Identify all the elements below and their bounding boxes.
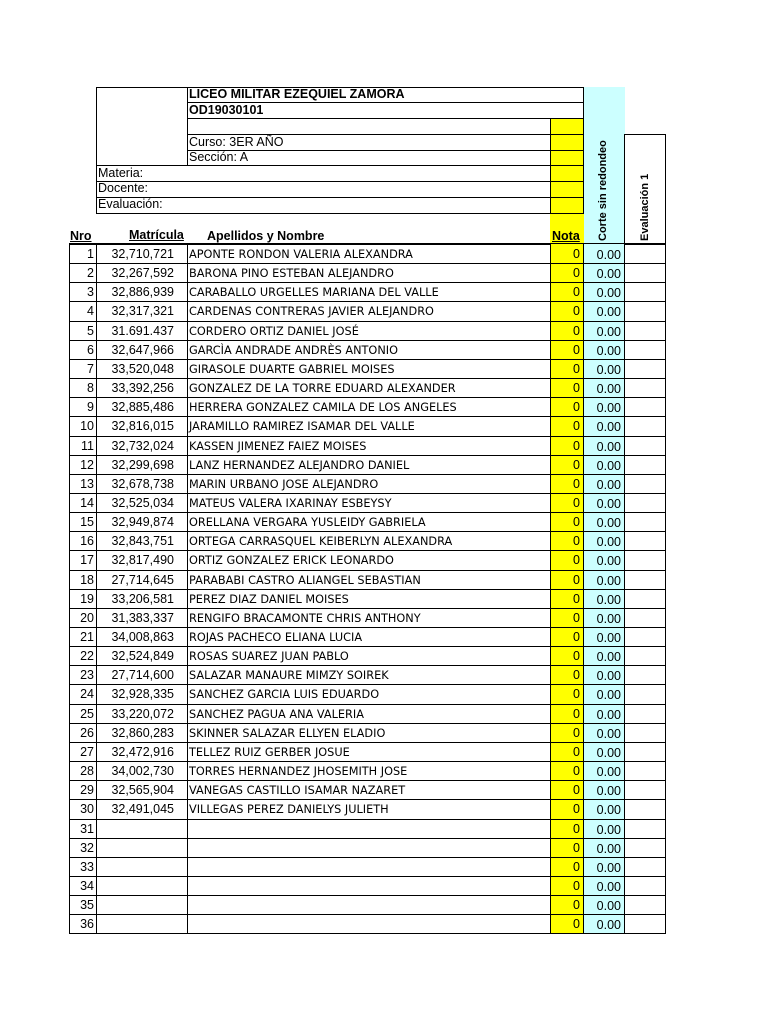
row-matricula: 32,732,024: [111, 439, 174, 453]
row-number: 30: [80, 802, 94, 816]
row-student-name: CARDENAS CONTRERAS JAVIER ALEJANDRO: [189, 305, 434, 318]
row-student-name: SALAZAR MANAURE MIMZY SOIREK: [189, 669, 389, 682]
row-student-name: APONTE RONDON VALERIA ALEXANDRA: [189, 248, 413, 261]
row-number: 21: [80, 630, 94, 644]
row-number: 31: [80, 822, 94, 836]
row-corte: 0.00: [596, 286, 621, 300]
row-student-name: SANCHEZ GARCIA LUIS EDUARDO: [189, 688, 380, 701]
row-student-name: GARCÌA ANDRADE ANDRÈS ANTONIO: [189, 344, 399, 357]
row-nota: 0: [573, 707, 580, 721]
row-student-name: PEREZ DIAZ DANIEL MOISES: [189, 593, 349, 606]
row-matricula: 32,886,939: [111, 285, 174, 299]
row-nota: 0: [573, 879, 580, 893]
row-number: 27: [80, 745, 94, 759]
row-number: 34: [80, 879, 94, 893]
row-number: 18: [80, 573, 94, 587]
row-corte: 0.00: [596, 823, 621, 837]
row-corte: 0.00: [596, 401, 621, 415]
row-nota: 0: [573, 573, 580, 587]
row-number: 20: [80, 611, 94, 625]
row-student-name: MARIN URBANO JOSE ALEJANDRO: [189, 478, 379, 491]
row-student-name: RENGIFO BRACAMONTE CHRIS ANTHONY: [189, 612, 421, 625]
row-number: 29: [80, 783, 94, 797]
row-nota: 0: [573, 477, 580, 491]
row-nota: 0: [573, 687, 580, 701]
row-corte: 0.00: [596, 688, 621, 702]
row-nota: 0: [573, 304, 580, 318]
row-nota: 0: [573, 439, 580, 453]
row-matricula: 32,928,335: [111, 687, 174, 701]
row-nota: 0: [573, 592, 580, 606]
row-student-name: ROJAS PACHECO ELIANA LUCIA: [189, 631, 363, 644]
col-header-nro: Nro: [70, 229, 92, 243]
row-corte: 0.00: [596, 420, 621, 434]
row-corte: 0.00: [596, 765, 621, 779]
row-corte: 0.00: [596, 842, 621, 856]
row-number: 2: [87, 266, 94, 280]
row-number: 12: [80, 458, 94, 472]
row-nota: 0: [573, 343, 580, 357]
row-nota: 0: [573, 324, 580, 338]
row-nota: 0: [573, 458, 580, 472]
row-matricula: 27,714,645: [111, 573, 174, 587]
row-student-name: GIRASOLE DUARTE GABRIEL MOISES: [189, 363, 395, 376]
row-matricula: 33,392,256: [111, 381, 174, 395]
row-student-name: MATEUS VALERA IXARINAY ESBEYSY: [189, 497, 392, 510]
row-matricula: 32,710,721: [111, 247, 174, 261]
row-nota: 0: [573, 726, 580, 740]
row-corte: 0.00: [596, 669, 621, 683]
row-student-name: VANEGAS CASTILLO ISAMAR NAZARET: [189, 784, 406, 797]
row-corte: 0.00: [596, 708, 621, 722]
col-header-nota: Nota: [552, 229, 580, 243]
row-nota: 0: [573, 649, 580, 663]
row-matricula: 32,647,966: [111, 343, 174, 357]
row-number: 8: [87, 381, 94, 395]
row-nota: 0: [573, 822, 580, 836]
row-matricula: 32,565,904: [111, 783, 174, 797]
row-nota: 0: [573, 802, 580, 816]
row-nota: 0: [573, 553, 580, 567]
row-matricula: 33,206,581: [111, 592, 174, 606]
row-number: 6: [87, 343, 94, 357]
row-student-name: JARAMILLO RAMIREZ ISAMAR DEL VALLE: [189, 420, 415, 433]
row-number: 32: [80, 841, 94, 855]
row-corte: 0.00: [596, 459, 621, 473]
row-nota: 0: [573, 745, 580, 759]
row-student-name: PARABABI CASTRO ALIANGEL SEBASTIAN: [189, 574, 421, 587]
row-number: 36: [80, 917, 94, 931]
row-number: 33: [80, 860, 94, 874]
row-corte: 0.00: [596, 650, 621, 664]
row-matricula: 32,678,738: [111, 477, 174, 491]
row-corte: 0.00: [596, 803, 621, 817]
row-corte: 0.00: [596, 746, 621, 760]
row-matricula: 27,714,600: [111, 668, 174, 682]
row-number: 13: [80, 477, 94, 491]
row-number: 23: [80, 668, 94, 682]
row-matricula: 33,520,048: [111, 362, 174, 376]
col-header-nombre: Apellidos y Nombre: [207, 229, 325, 243]
row-nota: 0: [573, 611, 580, 625]
row-corte: 0.00: [596, 478, 621, 492]
row-student-name: HERRERA GONZALEZ CAMILA DE LOS ANGELES: [189, 401, 457, 414]
row-student-name: CORDERO ORTIZ DANIEL JOSÉ: [189, 325, 359, 338]
row-nota: 0: [573, 496, 580, 510]
row-corte: 0.00: [596, 612, 621, 626]
row-nota: 0: [573, 898, 580, 912]
row-number: 25: [80, 707, 94, 721]
row-number: 11: [81, 439, 94, 453]
row-nota: 0: [573, 534, 580, 548]
row-corte: 0.00: [596, 516, 621, 530]
row-corte: 0.00: [596, 344, 621, 358]
row-corte: 0.00: [596, 305, 621, 319]
row-number: 3: [87, 285, 94, 299]
evaluacion-label: Evaluación:: [98, 197, 163, 211]
row-number: 7: [87, 362, 94, 376]
row-matricula: 33,220,072: [111, 707, 174, 721]
row-matricula: 34,002,730: [111, 764, 174, 778]
row-student-name: ORTIZ GONZALEZ ERICK LEONARDO: [189, 554, 394, 567]
row-matricula: 32,885,486: [111, 400, 174, 414]
row-matricula: 32,843,751: [111, 534, 174, 548]
row-number: 22: [80, 649, 94, 663]
col-header-corte: Corte sin redondeo: [597, 140, 609, 241]
row-corte: 0.00: [596, 784, 621, 798]
row-nota: 0: [573, 764, 580, 778]
row-corte: 0.00: [596, 248, 621, 262]
row-nota: 0: [573, 668, 580, 682]
materia-label: Materia:: [98, 166, 144, 180]
row-number: 10: [80, 419, 94, 433]
row-matricula: 32,816,015: [111, 419, 174, 433]
row-nota: 0: [573, 783, 580, 797]
row-number: 1: [87, 247, 94, 261]
row-number: 9: [87, 400, 94, 414]
row-nota: 0: [573, 266, 580, 280]
row-nota: 0: [573, 400, 580, 414]
row-student-name: TELLEZ RUIZ GERBER JOSUE: [189, 746, 350, 759]
row-nota: 0: [573, 419, 580, 433]
row-student-name: TORRES HERNANDEZ JHOSEMITH JOSE: [189, 765, 408, 778]
row-number: 5: [87, 324, 94, 338]
row-student-name: LANZ HERNANDEZ ALEJANDRO DANIEL: [189, 459, 410, 472]
row-student-name: VILLEGAS PEREZ DANIELYS JULIETH: [189, 803, 389, 816]
docente-label: Docente:: [98, 181, 149, 195]
row-student-name: SKINNER SALAZAR ELLYEN ELADIO: [189, 727, 386, 740]
row-matricula: 32,472,916: [111, 745, 174, 759]
row-corte: 0.00: [596, 382, 621, 396]
row-matricula: 32,524,849: [111, 649, 174, 663]
row-corte: 0.00: [596, 631, 621, 645]
row-nota: 0: [573, 860, 580, 874]
row-corte: 0.00: [596, 325, 621, 339]
row-matricula: 32,317,321: [111, 304, 174, 318]
school-code: OD19030101: [189, 103, 264, 117]
row-corte: 0.00: [596, 727, 621, 741]
row-student-name: SANCHEZ PAGUA ANA VALERIA: [189, 708, 364, 721]
row-matricula: 31.691.437: [111, 324, 174, 338]
row-corte: 0.00: [596, 880, 621, 894]
row-number: 15: [80, 515, 94, 529]
row-student-name: ORELLANA VERGARA YUSLEIDY GABRIELA: [189, 516, 426, 529]
seccion-label: Sección: A: [189, 150, 249, 164]
row-matricula: 32,525,034: [111, 496, 174, 510]
row-number: 17: [80, 553, 94, 567]
row-matricula: 32,299,698: [111, 458, 174, 472]
row-nota: 0: [573, 841, 580, 855]
row-corte: 0.00: [596, 440, 621, 454]
row-matricula: 32,949,874: [111, 515, 174, 529]
row-number: 16: [80, 534, 94, 548]
row-corte: 0.00: [596, 861, 621, 875]
row-number: 14: [80, 496, 94, 510]
row-nota: 0: [573, 362, 580, 376]
row-matricula: 34,008,863: [111, 630, 174, 644]
row-corte: 0.00: [596, 535, 621, 549]
row-student-name: ORTEGA CARRASQUEL KEIBERLYN ALEXANDRA: [189, 535, 453, 548]
row-nota: 0: [573, 917, 580, 931]
col-header-matricula: Matrícula: [129, 228, 184, 242]
row-corte: 0.00: [596, 899, 621, 913]
row-number: 24: [80, 687, 94, 701]
row-nota: 0: [573, 285, 580, 299]
row-corte: 0.00: [596, 363, 621, 377]
row-student-name: CARABALLO URGELLES MARIANA DEL VALLE: [189, 286, 439, 299]
row-number: 35: [80, 898, 94, 912]
row-student-name: GONZALEZ DE LA TORRE EDUARD ALEXANDER: [189, 382, 456, 395]
row-number: 19: [80, 592, 94, 606]
row-matricula: 32,817,490: [111, 553, 174, 567]
row-number: 4: [87, 304, 94, 318]
row-number: 26: [80, 726, 94, 740]
row-student-name: KASSEN JIMENEZ FAIEZ MOISES: [189, 440, 367, 453]
row-matricula: 31,383,337: [111, 611, 174, 625]
row-corte: 0.00: [596, 267, 621, 281]
row-corte: 0.00: [596, 593, 621, 607]
row-student-name: BARONA PINO ESTEBAN ALEJANDRO: [189, 267, 394, 280]
row-matricula: 32,860,283: [111, 726, 174, 740]
row-nota: 0: [573, 515, 580, 529]
row-number: 28: [80, 764, 94, 778]
row-nota: 0: [573, 247, 580, 261]
col-header-evaluacion1: Evaluación 1: [639, 173, 651, 241]
row-student-name: ROSAS SUAREZ JUAN PABLO: [189, 650, 349, 663]
row-corte: 0.00: [596, 497, 621, 511]
row-nota: 0: [573, 381, 580, 395]
row-matricula: 32,267,592: [111, 266, 174, 280]
row-corte: 0.00: [596, 574, 621, 588]
row-corte: 0.00: [596, 554, 621, 568]
row-nota: 0: [573, 630, 580, 644]
row-corte: 0.00: [596, 918, 621, 932]
row-matricula: 32,491,045: [111, 802, 174, 816]
curso-label: Curso: 3ER AÑO: [189, 135, 284, 149]
school-name: LICEO MILITAR EZEQUIEL ZAMORA: [189, 87, 405, 101]
